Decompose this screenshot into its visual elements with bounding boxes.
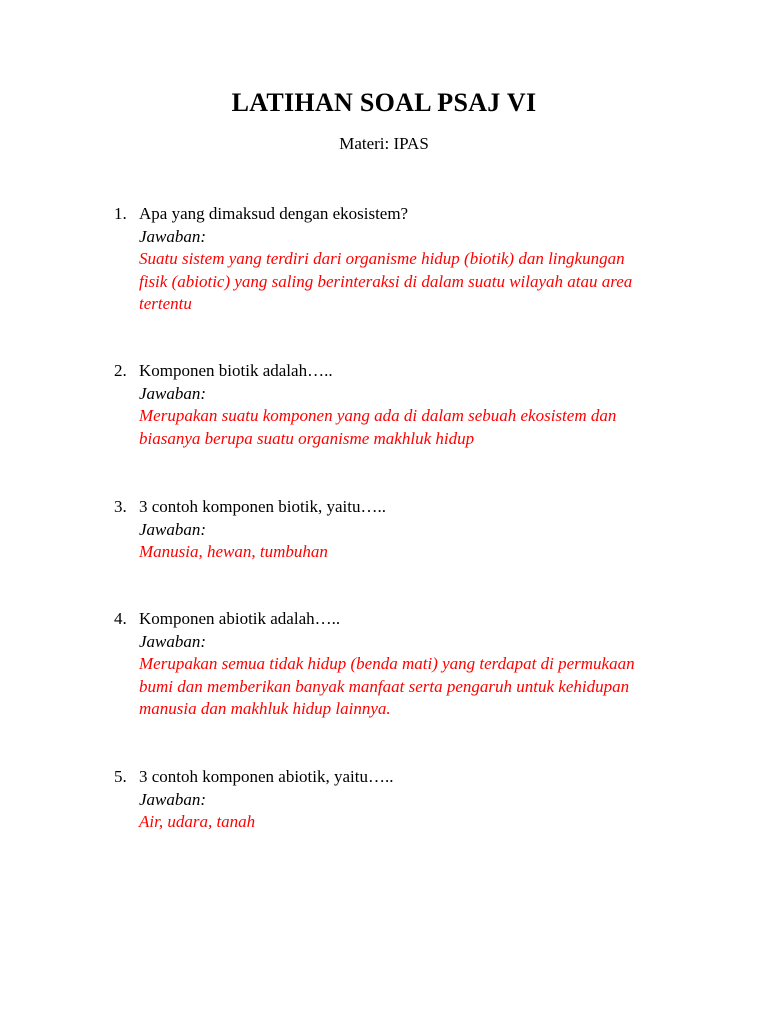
question-number: 3. [114, 497, 127, 516]
answer-line: Manusia, hewan, tumbuhan [139, 542, 328, 562]
document-title: LATIHAN SOAL PSAJ VI [231, 88, 537, 117]
question-text: Komponen abiotik adalah….. [139, 609, 341, 628]
answer-block [114, 383, 674, 451]
answer-block [114, 789, 674, 834]
question-item-3 [114, 496, 674, 564]
answer-label: Jawaban: [139, 383, 207, 403]
question-item-1 [114, 203, 674, 316]
answer-line: manusia dan makhluk hidup lainnya. [139, 699, 391, 719]
answer-line: Suatu sistem yang terdiri dari organisme hidup (biotik) dan lingkungan [139, 249, 625, 269]
question-number: 1. [114, 204, 127, 223]
question-text: Komponen biotik adalah….. [139, 361, 333, 380]
question-number: 5. [114, 767, 127, 786]
answer-line: Merupakan suatu komponen yang ada di dalam sebuah ekosistem dan [139, 406, 617, 426]
answer-block [114, 519, 674, 564]
answer-line: Air, udara, tanah [139, 812, 256, 832]
answer-label: Jawaban: [139, 519, 207, 539]
answer-line: Merupakan semua tidak hidup (benda mati) yang terdapat di permukaan [139, 654, 635, 674]
answer-line: fisik (abiotic) yang saling berinteraksi di dalam suatu wilayah atau area [139, 271, 633, 291]
question-item-4 [114, 608, 674, 721]
answer-line: bumi dan memberikan banyak manfaat serta pengaruh untuk kehidupan [139, 676, 630, 696]
answer-label: Jawaban: [139, 789, 207, 809]
question-item-5 [114, 766, 674, 834]
document-subtitle: Materi: IPAS [339, 134, 429, 153]
question-number: 2. [114, 361, 127, 380]
answer-block [114, 226, 674, 316]
answer-line: tertentu [139, 294, 192, 314]
answer-label: Jawaban: [139, 631, 207, 651]
answer-line: biasanya berupa suatu organisme makhluk hidup [139, 428, 475, 448]
answer-label: Jawaban: [139, 226, 207, 246]
question-text: 3 contoh komponen abiotik, yaitu….. [139, 767, 394, 786]
question-number: 4. [114, 609, 127, 628]
question-text: Apa yang dimaksud dengan ekosistem? [139, 204, 409, 223]
answer-block [114, 631, 674, 721]
question-text: 3 contoh komponen biotik, yaitu….. [139, 497, 386, 516]
question-item-2 [114, 360, 674, 450]
